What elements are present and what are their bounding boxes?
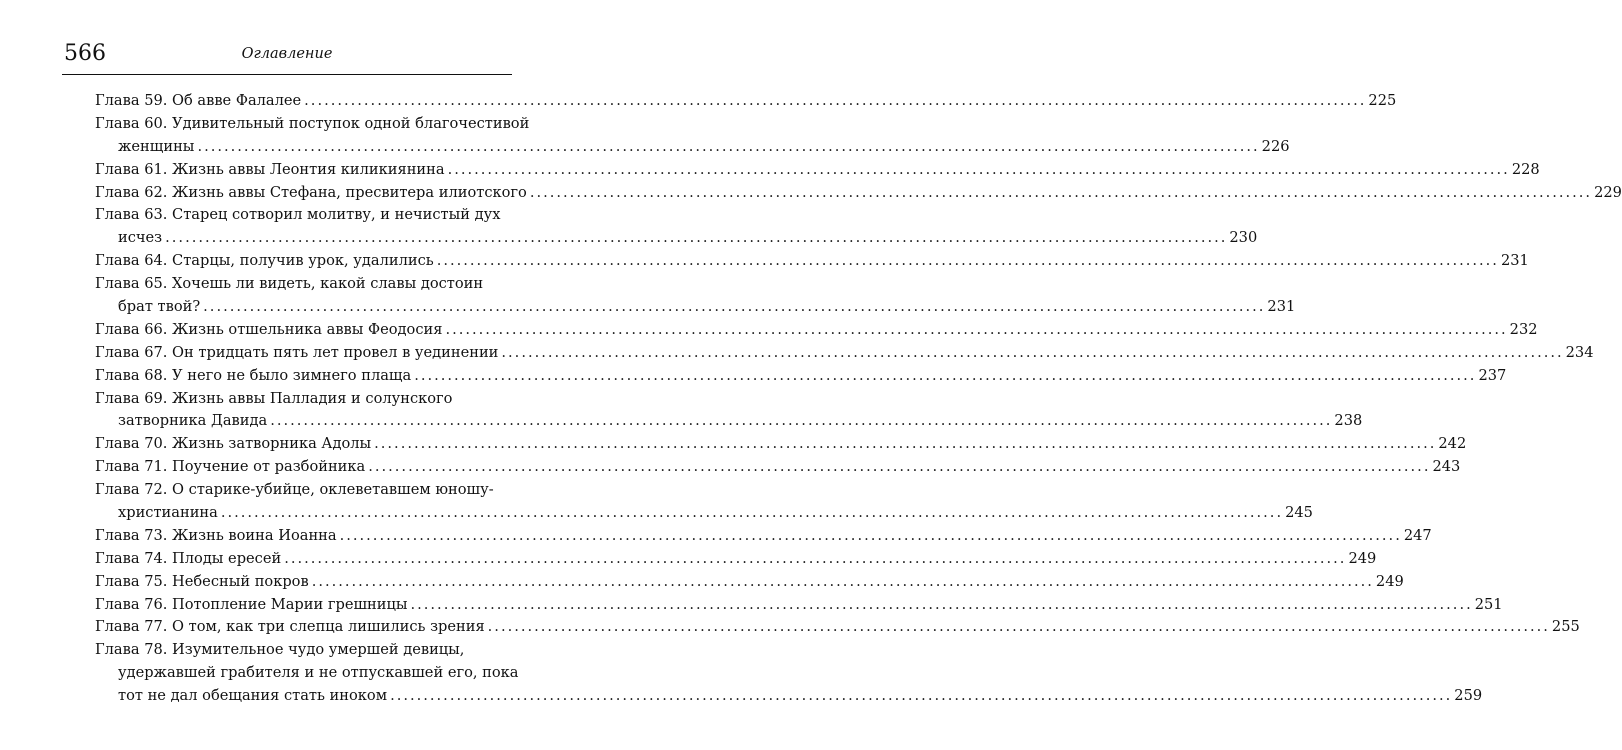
toc-entry: [95, 571, 1404, 594]
dot-leader: ................................................................................................................................................................: [304, 92, 1367, 109]
toc-entry-title-line: [95, 388, 507, 411]
toc-entry-continuation-line: [95, 502, 1313, 525]
dot-leader: ................................................................................................................................................................: [447, 160, 1510, 178]
toc-entry: [95, 90, 1397, 113]
toc-entry-title-line: [95, 594, 1503, 617]
toc-entry-title-line: [95, 204, 507, 227]
toc-entry-title-line: [95, 571, 1404, 594]
toc-entry: [95, 479, 1313, 525]
toc-entry: [95, 113, 1290, 159]
toc-entry: [95, 456, 1461, 479]
dot-leader: ................................................................................................................................................................: [203, 298, 1266, 316]
toc-entry-text: Глава 76. Потопление Марии грешницы: [95, 595, 408, 613]
toc-entry: [95, 594, 1503, 617]
toc-entry-text: Глава 78. Изумительное чудо умершей девицы,: [95, 641, 465, 659]
toc-entry: [95, 365, 1507, 388]
toc-entry-title-line: [95, 273, 507, 296]
toc-entry-continuation-line: [95, 685, 1483, 708]
header-rule: [62, 74, 512, 75]
toc-entry-text: христианина: [118, 504, 218, 522]
toc-entry-title-line: [95, 639, 507, 662]
toc-entry-page-number: 249: [1348, 549, 1377, 567]
toc-entry-text: исчез: [118, 229, 163, 247]
table-of-contents: [95, 90, 1622, 708]
toc-entry-text: тот не дал обещания стать иноком: [118, 687, 388, 705]
toc-entry-page-number: 259: [1454, 687, 1483, 705]
dot-leader: ................................................................................................................................................................: [270, 412, 1333, 430]
dot-leader: ................................................................................................................................................................: [414, 366, 1477, 384]
toc-entry-page-number: 245: [1285, 504, 1313, 522]
dot-leader: ................................................................................................................................................................: [390, 687, 1453, 705]
toc-entry-page-number: 226: [1261, 137, 1290, 155]
toc-entry-text: Глава 59. Об авве Фалалее: [95, 92, 302, 109]
toc-entry-continuation-line: [95, 662, 519, 685]
toc-entry: [95, 342, 1594, 365]
toc-entry: [95, 616, 1580, 639]
toc-entry-text: Глава 61. Жизнь аввы Леонтия киликиянина: [95, 160, 445, 178]
toc-entry-text: Глава 74. Плоды ересей: [95, 549, 282, 567]
toc-entry: [95, 388, 1363, 434]
running-title: Оглавление: [241, 46, 333, 62]
toc-entry-title-line: [95, 456, 1461, 479]
dot-leader: ................................................................................................................................................................: [487, 618, 1550, 636]
toc-entry-text: затворника Давида: [118, 412, 268, 430]
toc-entry-text: Глава 67. Он тридцать пять лет провел в уединении: [95, 343, 499, 361]
toc-entry: [95, 639, 1483, 708]
dot-leader: ................................................................................................................................................................: [165, 229, 1228, 247]
toc-entry-text: Глава 73. Жизнь воина Иоанна: [95, 526, 337, 544]
dot-leader: ................................................................................................................................................................: [445, 320, 1508, 338]
toc-entry-title-line: [95, 90, 1397, 113]
toc-entry-title-line: [95, 159, 1540, 182]
toc-entry-page-number: 232: [1509, 320, 1538, 338]
toc-entry-title-line: [95, 616, 1580, 639]
toc-entry-text: женщины: [118, 137, 195, 155]
toc-entry-text: Глава 65. Хочешь ли видеть, какой славы достоин: [95, 275, 484, 293]
dot-leader: ................................................................................................................................................................: [220, 504, 1284, 522]
toc-entry-text: Глава 62. Жизнь аввы Стефана, пресвитера илиотского: [95, 183, 527, 201]
toc-entry-title-line: [95, 182, 1622, 205]
dot-leader: ................................................................................................................................................................: [339, 526, 1402, 544]
toc-entry-title-line: [95, 250, 1529, 273]
toc-entry-page-number: 237: [1478, 366, 1507, 384]
toc-entry-continuation-line: [95, 410, 1363, 433]
toc-entry-text: Глава 69. Жизнь аввы Палладия и солунского: [95, 389, 453, 407]
toc-entry: [95, 525, 1432, 548]
toc-entry-text: Глава 63. Старец сотворил молитву, и нечистый дух: [95, 206, 501, 224]
toc-entry-page-number: 242: [1438, 435, 1467, 453]
dot-leader: ................................................................................................................................................................: [436, 252, 1499, 270]
toc-entry-page-number: 247: [1403, 526, 1432, 544]
toc-entry-page-number: 225: [1368, 92, 1397, 109]
toc-entry-text: Глава 68. У него не было зимнего плаща: [95, 366, 412, 384]
toc-entry: [95, 204, 1258, 250]
toc-entry: [95, 433, 1467, 456]
toc-entry-text: Глава 64. Старцы, получив урок, удалились: [95, 252, 434, 270]
toc-entry: [95, 182, 1622, 205]
toc-entry-text: Глава 71. Поучение от разбойника: [95, 458, 366, 476]
page-number: 566: [64, 41, 106, 66]
toc-entry: [95, 273, 1296, 319]
dot-leader: ................................................................................................................................................................: [197, 137, 1260, 155]
page-header: [62, 40, 512, 74]
toc-entry-text: брат твой?: [118, 298, 201, 316]
toc-entry-page-number: 238: [1334, 412, 1363, 430]
dot-leader: ................................................................................................................................................................: [529, 183, 1593, 201]
dot-leader: ................................................................................................................................................................: [374, 435, 1437, 453]
toc-entry-page-number: 231: [1500, 252, 1529, 270]
dot-leader: ................................................................................................................................................................: [311, 572, 1374, 590]
toc-entry: [95, 159, 1540, 182]
toc-entry-page-number: 231: [1267, 298, 1296, 316]
dot-leader: ................................................................................................................................................................: [368, 458, 1431, 476]
dot-leader: ................................................................................................................................................................: [284, 549, 1347, 567]
toc-entry-title-line: [95, 319, 1538, 342]
toc-entry: [95, 548, 1377, 571]
toc-entry-title-line: [95, 433, 1467, 456]
toc-entry-title-line: [95, 548, 1377, 571]
toc-entry-text: Глава 66. Жизнь отшельника аввы Феодосия: [95, 320, 443, 338]
toc-entry-continuation-line: [95, 296, 1296, 319]
toc-entry-text: удержавшей грабителя и не отпускавшей его, пока: [118, 664, 519, 682]
toc-entry-text: Глава 75. Небесный покров: [95, 572, 309, 590]
toc-entry-continuation-line: [95, 227, 1258, 250]
toc-entry-page-number: 243: [1432, 458, 1461, 476]
toc-entry-continuation-line: [95, 136, 1290, 159]
dot-leader: ................................................................................................................................................................: [410, 595, 1473, 613]
toc-entry-page-number: 255: [1551, 618, 1580, 636]
toc-entry-text: Глава 77. О том, как три слепца лишились зрения: [95, 618, 485, 636]
toc-entry: [95, 250, 1529, 273]
toc-entry-page-number: 228: [1511, 160, 1540, 178]
toc-entry: [95, 319, 1538, 342]
toc-entry-text: Глава 72. О старике-убийце, оклеветавшем юношу-: [95, 481, 494, 499]
toc-entry-page-number: 230: [1229, 229, 1258, 247]
toc-entry-title-line: [95, 525, 1432, 548]
toc-entry-title-line: [95, 342, 1594, 365]
toc-entry-title-line: [95, 479, 507, 502]
toc-entry-page-number: 229: [1594, 183, 1622, 201]
toc-entry-text: Глава 70. Жизнь затворника Адолы: [95, 435, 372, 453]
toc-entry-text: Глава 60. Удивительный поступок одной благочестивой: [95, 114, 530, 132]
toc-entry-title-line: [95, 113, 530, 136]
toc-entry-page-number: 251: [1474, 595, 1503, 613]
toc-entry-title-line: [95, 365, 1507, 388]
dot-leader: ................................................................................................................................................................: [501, 343, 1564, 361]
toc-entry-page-number: 249: [1375, 572, 1404, 590]
toc-entry-page-number: 234: [1565, 343, 1594, 361]
